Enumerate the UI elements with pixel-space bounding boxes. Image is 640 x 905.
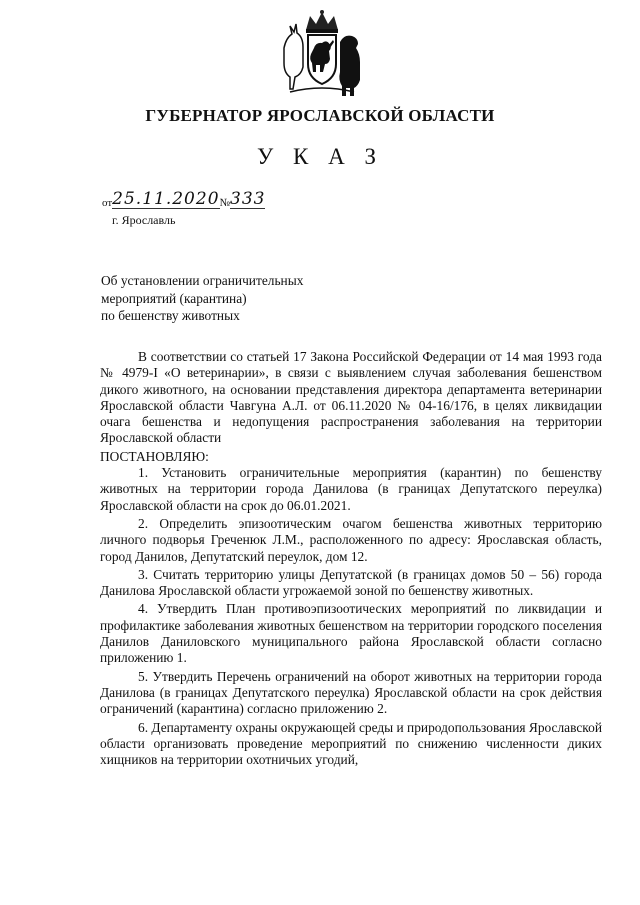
subject-line: по бешенству животных <box>101 308 240 323</box>
subject-line: мероприятий (карантина) <box>101 290 247 306</box>
number-prefix: № <box>219 197 231 209</box>
decree-subject <box>101 272 401 325</box>
issue-city: г. Ярославль <box>112 213 176 227</box>
decree-item: 4. Утвердить План противоэпизоотических мероприятий по ликвидации и профилактике заболевания животных бешенством на территории городского поселения Данилов Даниловского муниципального района Ярославской области согласно приложению 1. <box>100 601 602 666</box>
resolve-keyword: ПОСТАНОВЛЯЮ: <box>100 448 209 464</box>
preamble-paragraph: В соответствии со статьей 17 Закона Российской Федерации от 14 мая 1993 года № 4979-I «О ветеринарии», в связи с выявлением случая заболевания бешенством дикого животного, на основании представления директора департамента ветеринарии Ярославской области Чавгуна А.Л. от 06.11.2020 № 04-16/176, в целях ликвидации очага бешенства и недопущения распространения заболевания на территории Ярославской области <box>100 349 602 446</box>
decree-item: 1. Установить ограничительные мероприятия (карантин) по бешенству животных на территории города Данилова (в границах Депутатского переулка) Ярославской области на срок до 06.01.2021. <box>100 465 602 513</box>
decree-item: 3. Считать территорию улицы Депутатской (в границах домов 50 – 56) города Данилова Ярославской области угрожаемой зоной по бешенству животных. <box>100 566 602 599</box>
issuing-authority-title: ГУБЕРНАТОР ЯРОСЛАВСКОЙ ОБЛАСТИ <box>145 106 495 125</box>
date-prefix: от <box>102 197 113 209</box>
decree-item: 5. Утвердить Перечень ограничений на оборот животных на территории города Данилова (в границах Депутатского переулка) Ярославской области на срок действия ограничений (карантина) согласно приложению 2. <box>100 668 602 717</box>
document-type-heading: У К А З <box>256 144 383 169</box>
decree-number: 333 <box>230 189 266 209</box>
decree-body <box>100 349 602 770</box>
coat-of-arms-icon <box>276 8 368 100</box>
subject-line: Об установлении ограничительных <box>101 273 304 288</box>
decree-item: 6. Департаменту охраны окружающей среды и природопользования Ярославской области организовать проведение мероприятий по снижению численности диких хищников на территории охотничьих угодий, <box>100 719 602 768</box>
decree-item: 2. Определить эпизоотическим очагом бешенства животных территорию личного подворья Греченюк Л.М., расположенного по адресу: Ярославская область, город Данилов, Депутатский переулок, дом 12. <box>100 515 602 564</box>
date-number-line <box>102 191 265 209</box>
decree-date: 25.11.2020 <box>112 189 220 209</box>
